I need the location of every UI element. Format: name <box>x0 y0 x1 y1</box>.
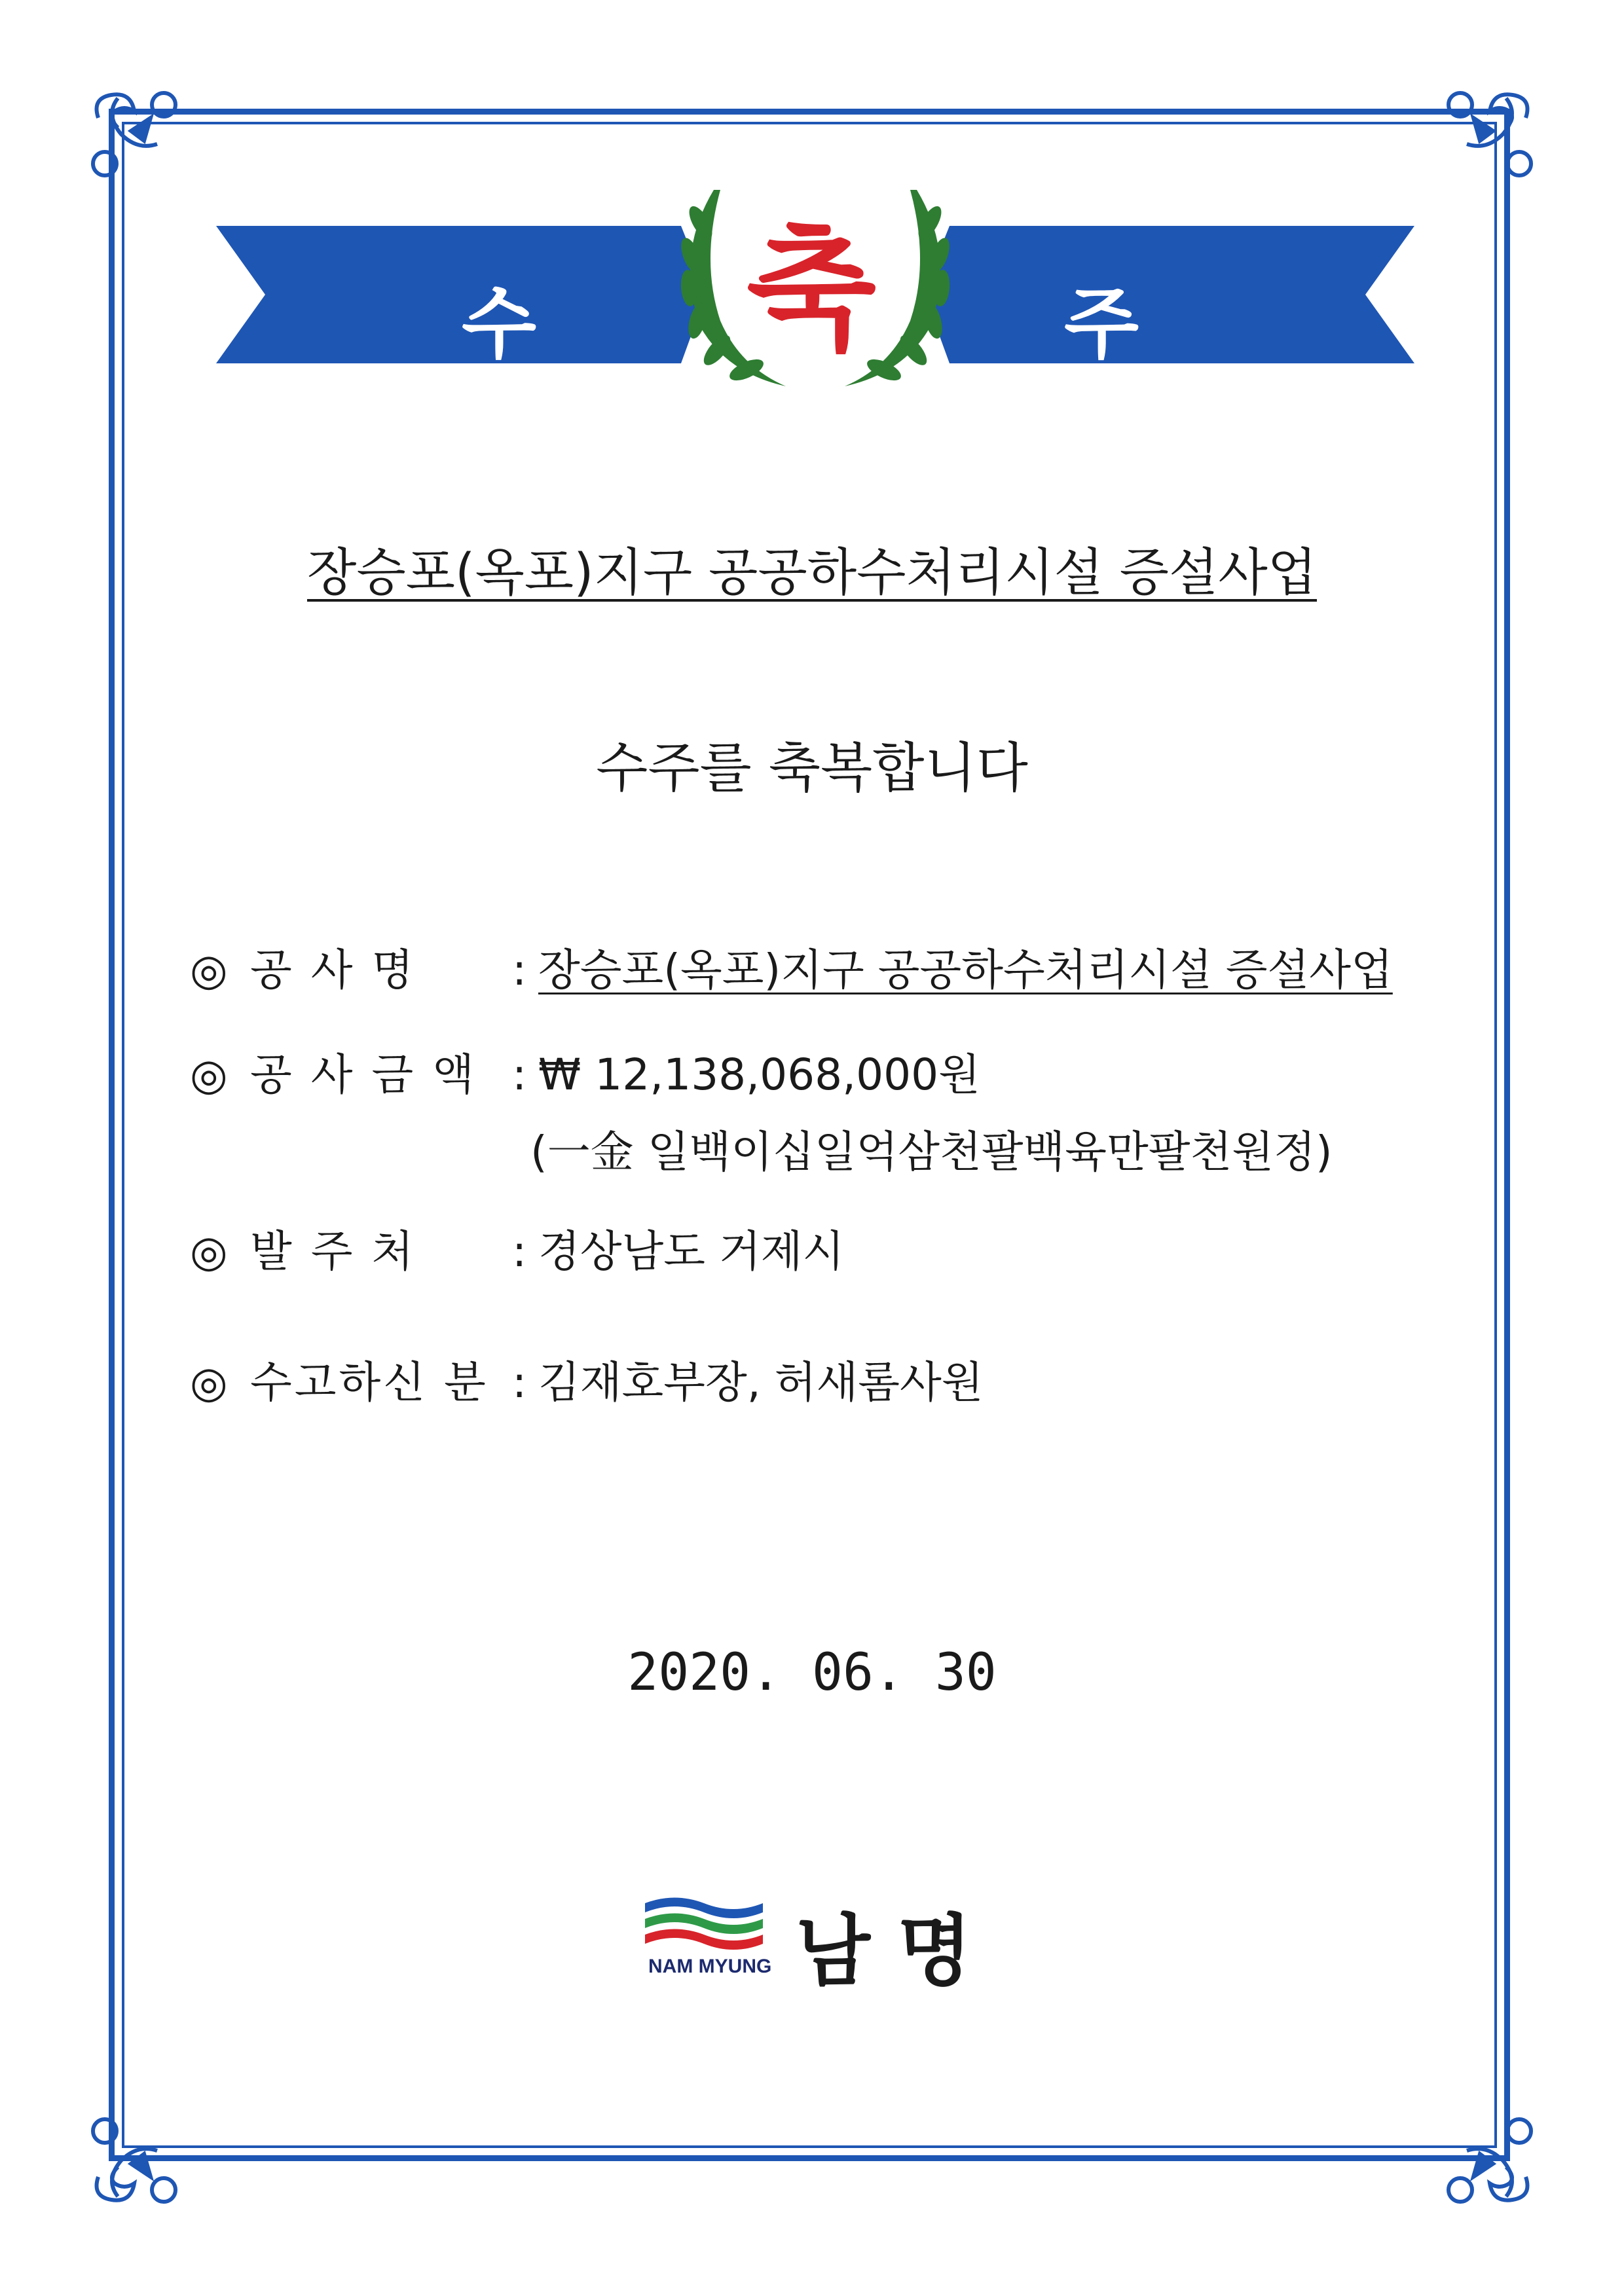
congratulation-message: 수주를 축복합니다 <box>596 737 1028 799</box>
company-logo-name: 남 명 <box>796 1906 972 1996</box>
detail-label: 공 사 명 <box>250 945 416 995</box>
detail-label: 공 사 금 액 <box>250 1049 477 1100</box>
detail-label: 수고하신 분 <box>250 1357 489 1408</box>
banner-right-text: 주 <box>1064 279 1139 369</box>
banner-center-text: 축 <box>747 213 877 369</box>
corner-ornament-bottom-right <box>1434 2105 1545 2216</box>
detail-separator: : <box>512 1357 527 1408</box>
document-date: 2020. 06. 30 <box>627 1643 997 1702</box>
bullet-mark: ◎ <box>190 1049 228 1100</box>
detail-row-project-name <box>190 935 1393 997</box>
detail-separator: : <box>512 945 527 995</box>
detail-row-staff <box>190 1347 984 1410</box>
detail-value: 경상남도 거제시 <box>538 1226 845 1277</box>
project-title: 장승포(옥포)지구 공공하수처리시설 증설사업 <box>306 543 1318 602</box>
detail-value: ₩ 12,138,068,000원 <box>538 1049 980 1100</box>
detail-separator: : <box>512 1226 527 1277</box>
banner-ribbon-right <box>923 226 1414 363</box>
detail-value: 장승포(옥포)지구 공공하수처리시설 증설사업 <box>538 945 1393 995</box>
bullet-mark: ◎ <box>190 1357 228 1408</box>
corner-ornament-top-right <box>1434 79 1545 190</box>
detail-label: 발 주 처 <box>250 1226 416 1277</box>
corner-ornament-bottom-left <box>79 2105 190 2216</box>
detail-separator: : <box>512 1049 527 1100</box>
corner-ornament-top-left <box>79 79 190 190</box>
detail-value: 김재호부장, 허새롬사원 <box>538 1357 984 1408</box>
company-logo-latin: NAM MYUNG <box>648 1956 772 1977</box>
detail-row-contract-amount <box>190 1040 980 1102</box>
bullet-mark: ◎ <box>190 1226 228 1277</box>
bullet-mark: ◎ <box>190 945 228 995</box>
banner-left-text: 수 <box>462 279 536 369</box>
detail-row-amount-in-words: (一金 일백이십일억삼천팔백육만팔천원정) <box>530 1127 1333 1177</box>
detail-row-client <box>190 1216 844 1279</box>
